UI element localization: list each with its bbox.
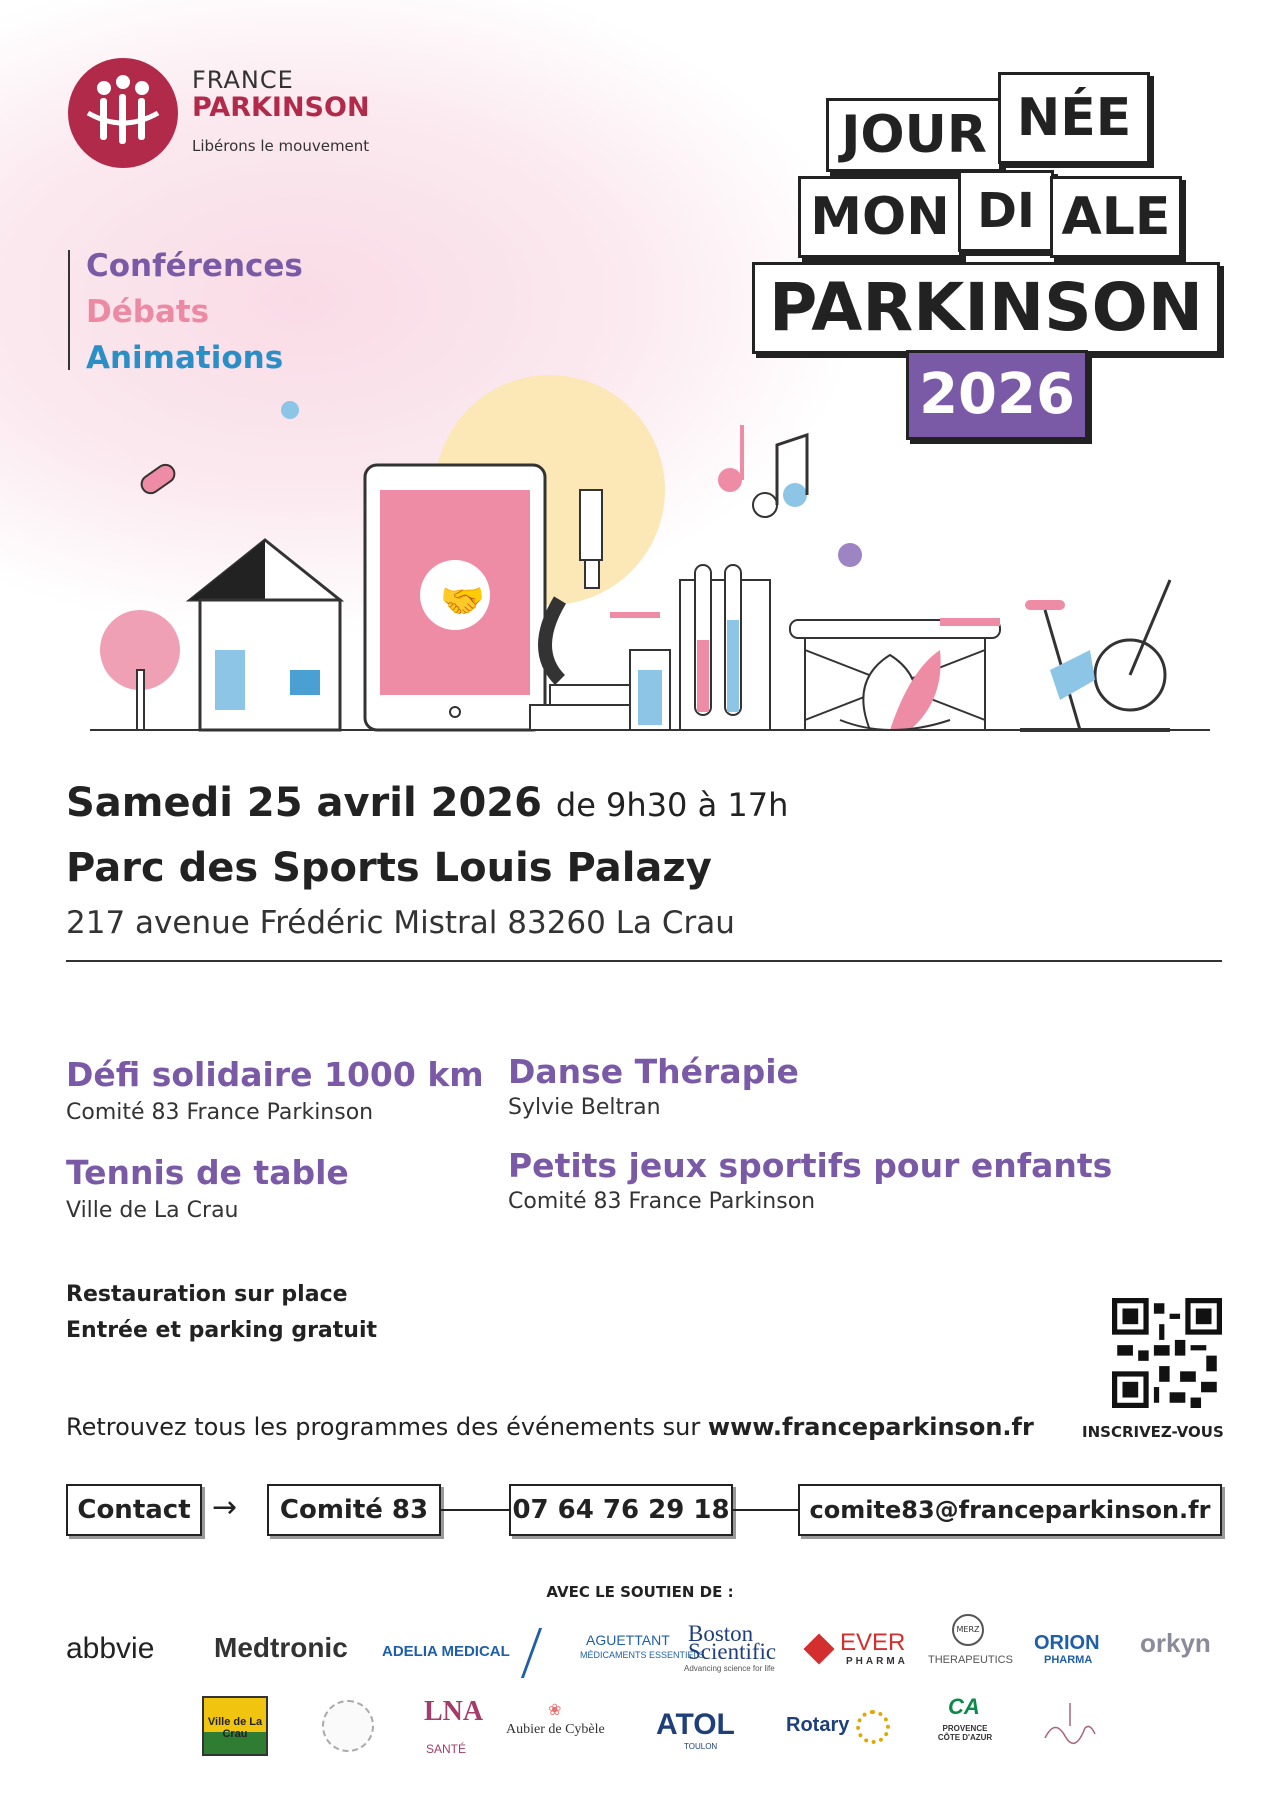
title-di: DI [958, 170, 1054, 252]
tagline-divider [68, 250, 70, 370]
title-parkinson: PARKINSON [752, 262, 1220, 354]
tagline-animations: Animations [86, 340, 284, 376]
sponsor-la-crau: Ville de La Crau [207, 1716, 263, 1740]
website-line [66, 1413, 1034, 1441]
sponsor-aguettant-sub: MÉDICAMENTS ESSENTIELS [580, 1650, 705, 1660]
sponsor-orkyn: orkyn [1140, 1628, 1211, 1658]
toulon-seal [322, 1700, 374, 1752]
website-text: Retrouvez tous les programmes des événements sur [66, 1413, 701, 1441]
france-parkinson-logo [68, 58, 178, 168]
sponsor-ever-sub: PHARMA [846, 1656, 908, 1667]
activity-sub: Comité 83 France Parkinson [66, 1100, 374, 1125]
event-date: Samedi 25 avril 2026 [66, 780, 542, 826]
sponsor-lna: LNA [424, 1696, 484, 1727]
event-hours: de 9h30 à 17h [555, 786, 789, 824]
brand-line1: FRANCE [192, 66, 294, 94]
arrow-right-icon: → [212, 1490, 238, 1525]
sponsor-boston-sub: Advancing science for life [684, 1664, 775, 1673]
title-jour: JOUR [826, 98, 1002, 172]
activity-sub: Ville de La Crau [66, 1198, 239, 1223]
sponsor-merz-sub: THERAPEUTICS [928, 1654, 1013, 1666]
aguettant-logo [521, 1628, 582, 1678]
divider [66, 960, 1222, 962]
event-venue: Parc des Sports Louis Palazy [66, 845, 712, 891]
sponsor-orion-sub: PHARMA [1044, 1654, 1093, 1666]
hero-illustration [90, 350, 1220, 740]
activity-2 [508, 1052, 799, 1120]
la-crau-logo [202, 1696, 268, 1756]
sponsor-ever: EVER [840, 1629, 906, 1656]
qr-label: INSCRIVEZ-VOUS [1082, 1423, 1224, 1441]
activity-3 [66, 1153, 349, 1223]
sponsor-aubier: Aubier de Cybèle [506, 1722, 605, 1737]
activity-title: Danse Thérapie [508, 1052, 799, 1091]
activity-sub: Comité 83 France Parkinson [508, 1189, 816, 1214]
sponsor-orion: ORION [1034, 1632, 1100, 1654]
sponsor-adelia: ADELIA MEDICAL [382, 1643, 510, 1660]
ever-logo [803, 1633, 834, 1664]
activity-4 [508, 1146, 1112, 1214]
info-food: Restauration sur place [66, 1282, 348, 1307]
handshake-icon: 🤝 [440, 581, 485, 622]
connector-line [733, 1509, 798, 1511]
title-year: 2026 [906, 350, 1088, 440]
sponsor-lna-sub: SANTÉ [426, 1742, 467, 1756]
activity-title: Défi solidaire 1000 km [66, 1055, 484, 1094]
sponsor-boston: Boston Scientific [688, 1621, 777, 1664]
butterfly-icon: ❀ [548, 1700, 562, 1719]
contact-email[interactable]: comite83@franceparkinson.fr [798, 1484, 1222, 1536]
sponsor-medtronic: Medtronic [214, 1632, 348, 1663]
tagline-debats: Débats [86, 294, 210, 330]
title-nee: NÉE [998, 72, 1150, 164]
sponsor-ca-sub: PROVENCE CÔTE D'AZUR [937, 1724, 993, 1742]
sponsor-atol: ATOL [656, 1708, 735, 1741]
contact-label: Contact [66, 1484, 202, 1536]
sponsor-merz: MERZ [952, 1614, 984, 1646]
activity-sub: Sylvie Beltran [508, 1095, 661, 1120]
activity-title: Tennis de table [66, 1153, 349, 1192]
activity-title: Petits jeux sportifs pour enfants [508, 1146, 1113, 1185]
sponsor-atol-sub: TOULON [684, 1742, 718, 1751]
activity-1 [66, 1055, 484, 1125]
sponsor-aguettant: AGUETTANT [586, 1632, 670, 1648]
info-parking: Entrée et parking gratuit [66, 1318, 378, 1343]
sponsor-rotary: Rotary [786, 1714, 850, 1736]
signature-logo [1040, 1698, 1100, 1748]
title-ale: ALE [1050, 176, 1182, 258]
contact-committee: Comité 83 [267, 1484, 441, 1536]
connector-line [441, 1509, 509, 1511]
website-link[interactable]: www.franceparkinson.fr [707, 1413, 1034, 1441]
sponsor-abbvie: abbvie [66, 1632, 155, 1665]
title-mon: MON [798, 176, 962, 258]
event-address: 217 avenue Frédéric Mistral 83260 La Crau [66, 905, 735, 941]
brand-tagline: Libérons le mouvement [192, 137, 370, 155]
brand-line2: PARKINSON [192, 92, 370, 123]
event-date-line [66, 780, 788, 826]
support-title: AVEC LE SOUTIEN DE : [546, 1583, 734, 1601]
qr-code[interactable] [1112, 1298, 1222, 1408]
contact-phone[interactable]: 07 64 76 29 18 [509, 1484, 733, 1536]
sponsor-ca: CA [948, 1694, 980, 1719]
tagline-conferences: Conférences [86, 248, 303, 284]
rotary-wheel-icon [856, 1710, 890, 1744]
